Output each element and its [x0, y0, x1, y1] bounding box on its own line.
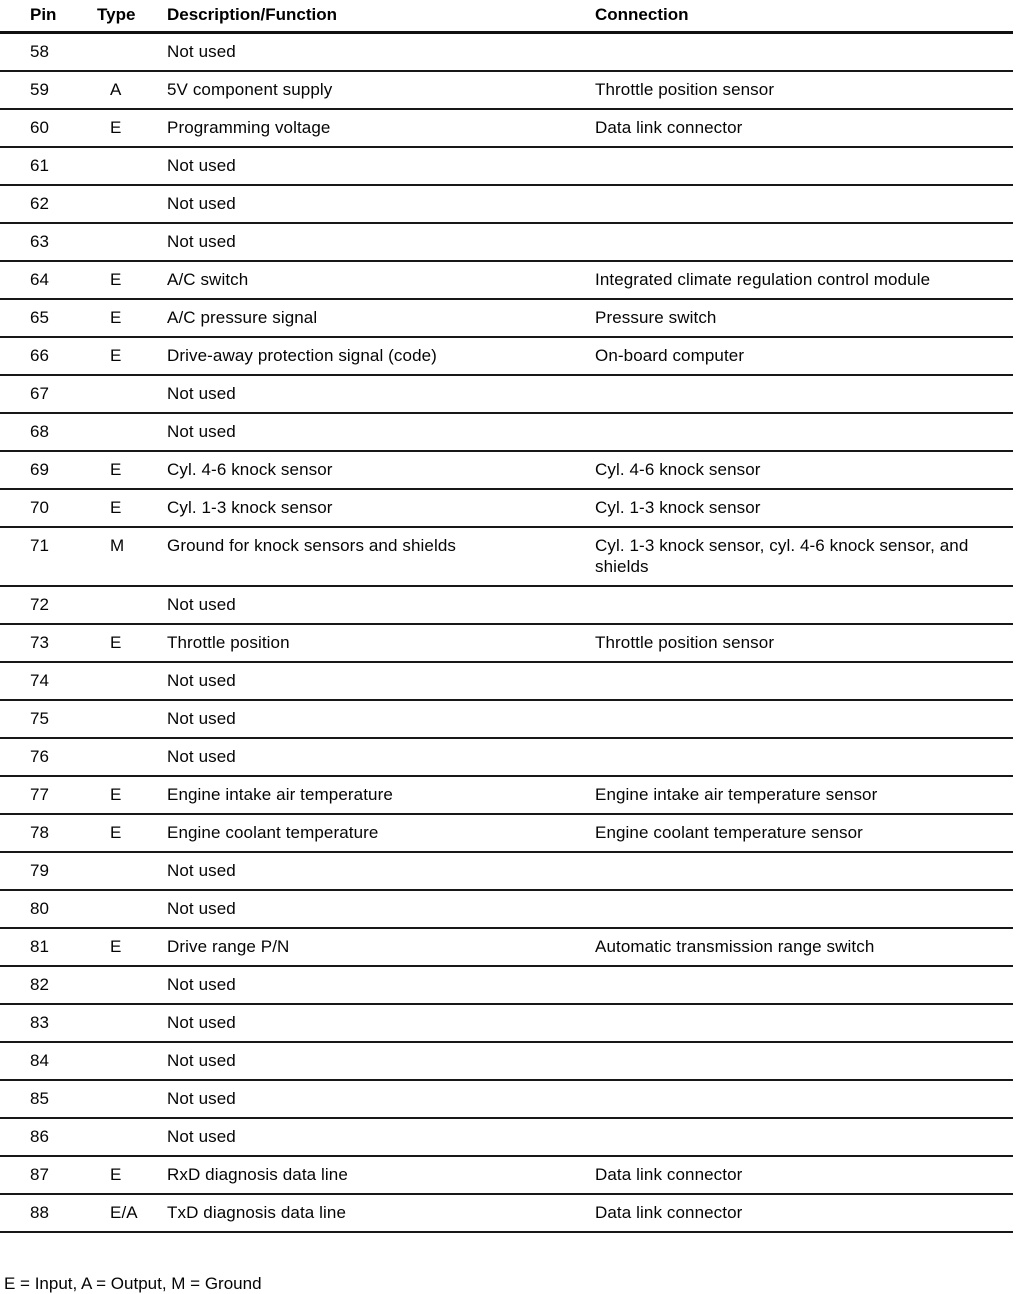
pin-cell: 80 [0, 890, 97, 928]
table-row [0, 109, 1013, 147]
connection-cell [595, 1080, 1013, 1118]
connection-cell: Data link connector [595, 1156, 1013, 1194]
connection-cell: Throttle position sensor [595, 71, 1013, 109]
table-row [0, 624, 1013, 662]
description-cell: Not used [167, 147, 595, 185]
type-cell [97, 1080, 167, 1118]
pin-cell: 88 [0, 1194, 97, 1232]
type-cell [97, 223, 167, 261]
pin-cell: 65 [0, 299, 97, 337]
pin-cell: 82 [0, 966, 97, 1004]
connection-cell [595, 1118, 1013, 1156]
pin-cell: 77 [0, 776, 97, 814]
connection-cell [595, 375, 1013, 413]
connection-cell [595, 890, 1013, 928]
pin-cell: 84 [0, 1042, 97, 1080]
pin-cell: 64 [0, 261, 97, 299]
pin-cell: 61 [0, 147, 97, 185]
table-row [0, 700, 1013, 738]
description-cell: A/C pressure signal [167, 299, 595, 337]
pin-cell: 73 [0, 624, 97, 662]
pin-cell: 66 [0, 337, 97, 375]
pin-cell: 87 [0, 1156, 97, 1194]
type-cell [97, 413, 167, 451]
connection-cell [595, 738, 1013, 776]
table-row [0, 413, 1013, 451]
table-row [0, 1118, 1013, 1156]
table-row [0, 1004, 1013, 1042]
connection-cell: Engine intake air temperature sensor [595, 776, 1013, 814]
pin-cell: 83 [0, 1004, 97, 1042]
pin-cell: 79 [0, 852, 97, 890]
type-cell [97, 966, 167, 1004]
type-cell: E [97, 489, 167, 527]
description-cell: Not used [167, 700, 595, 738]
table-row [0, 776, 1013, 814]
description-cell: Not used [167, 890, 595, 928]
pin-cell: 74 [0, 662, 97, 700]
description-cell: Not used [167, 223, 595, 261]
type-cell: E [97, 814, 167, 852]
type-legend: E = Input, A = Output, M = Ground [4, 1274, 262, 1293]
description-cell: Ground for knock sensors and shields [167, 527, 595, 586]
table-row [0, 33, 1013, 72]
connection-cell: Engine coolant temperature sensor [595, 814, 1013, 852]
description-cell: Not used [167, 375, 595, 413]
pin-cell: 76 [0, 738, 97, 776]
description-cell: Not used [167, 852, 595, 890]
connection-cell [595, 662, 1013, 700]
type-cell [97, 890, 167, 928]
type-cell [97, 147, 167, 185]
description-cell: Not used [167, 185, 595, 223]
description-cell: Cyl. 4-6 knock sensor [167, 451, 595, 489]
pin-cell: 71 [0, 527, 97, 586]
type-cell: E [97, 928, 167, 966]
pin-cell: 67 [0, 375, 97, 413]
connection-cell [595, 700, 1013, 738]
connection-cell: Pressure switch [595, 299, 1013, 337]
connection-cell: Data link connector [595, 109, 1013, 147]
type-cell: E [97, 1156, 167, 1194]
description-cell: Not used [167, 413, 595, 451]
pin-cell: 59 [0, 71, 97, 109]
table-row [0, 928, 1013, 966]
connection-cell [595, 185, 1013, 223]
type-cell [97, 1042, 167, 1080]
type-cell: E [97, 261, 167, 299]
pin-cell: 68 [0, 413, 97, 451]
type-cell [97, 1004, 167, 1042]
pin-cell: 70 [0, 489, 97, 527]
type-cell [97, 33, 167, 72]
description-cell: Not used [167, 662, 595, 700]
type-cell [97, 375, 167, 413]
connection-column-header: Connection [595, 0, 1013, 33]
table-row [0, 147, 1013, 185]
description-cell: Not used [167, 1004, 595, 1042]
table-row [0, 1080, 1013, 1118]
table-row [0, 738, 1013, 776]
table-row [0, 527, 1013, 586]
pin-cell: 63 [0, 223, 97, 261]
type-cell [97, 700, 167, 738]
pin-cell: 86 [0, 1118, 97, 1156]
type-cell: M [97, 527, 167, 586]
description-cell: Not used [167, 1118, 595, 1156]
table-row [0, 489, 1013, 527]
pin-cell: 72 [0, 586, 97, 624]
table-row [0, 299, 1013, 337]
connection-cell: Cyl. 1-3 knock sensor, cyl. 4-6 knock sensor, and shields [595, 527, 1013, 586]
connection-cell: Automatic transmission range switch [595, 928, 1013, 966]
type-cell [97, 185, 167, 223]
connection-cell [595, 966, 1013, 1004]
table-row [0, 261, 1013, 299]
table-row [0, 223, 1013, 261]
description-cell: Programming voltage [167, 109, 595, 147]
description-cell: Not used [167, 1042, 595, 1080]
table-row [0, 375, 1013, 413]
pin-cell: 85 [0, 1080, 97, 1118]
connection-cell [595, 1004, 1013, 1042]
type-cell [97, 738, 167, 776]
pin-cell: 69 [0, 451, 97, 489]
table-row [0, 586, 1013, 624]
connection-cell [595, 223, 1013, 261]
header-row [0, 0, 1013, 33]
table-header [0, 0, 1013, 33]
description-cell: Engine intake air temperature [167, 776, 595, 814]
type-cell: A [97, 71, 167, 109]
description-cell: Drive-away protection signal (code) [167, 337, 595, 375]
connection-cell: On-board computer [595, 337, 1013, 375]
table-row [0, 1156, 1013, 1194]
table-row [0, 814, 1013, 852]
description-cell: Not used [167, 1080, 595, 1118]
table-row [0, 185, 1013, 223]
type-cell: E [97, 624, 167, 662]
description-cell: A/C switch [167, 261, 595, 299]
type-cell [97, 1118, 167, 1156]
type-cell: E [97, 109, 167, 147]
table-row [0, 1194, 1013, 1232]
table-row [0, 1042, 1013, 1080]
type-cell: E [97, 451, 167, 489]
connection-cell: Cyl. 4-6 knock sensor [595, 451, 1013, 489]
description-cell: Not used [167, 966, 595, 1004]
table-row [0, 966, 1013, 1004]
pin-table-body [0, 33, 1013, 1233]
description-column-header: Description/Function [167, 0, 595, 33]
connection-cell [595, 1042, 1013, 1080]
description-cell: TxD diagnosis data line [167, 1194, 595, 1232]
description-cell: Engine coolant temperature [167, 814, 595, 852]
connection-cell [595, 586, 1013, 624]
type-cell [97, 662, 167, 700]
connection-cell [595, 413, 1013, 451]
description-cell: Drive range P/N [167, 928, 595, 966]
type-cell: E [97, 337, 167, 375]
connection-cell: Data link connector [595, 1194, 1013, 1232]
table-row [0, 662, 1013, 700]
pin-column-header: Pin [0, 0, 97, 33]
type-cell: E/A [97, 1194, 167, 1232]
pin-cell: 60 [0, 109, 97, 147]
type-cell: E [97, 299, 167, 337]
type-cell [97, 852, 167, 890]
table-row [0, 451, 1013, 489]
pin-cell: 78 [0, 814, 97, 852]
connection-cell: Cyl. 1-3 knock sensor [595, 489, 1013, 527]
description-cell: Throttle position [167, 624, 595, 662]
description-cell: RxD diagnosis data line [167, 1156, 595, 1194]
pin-cell: 81 [0, 928, 97, 966]
description-cell: Cyl. 1-3 knock sensor [167, 489, 595, 527]
description-cell: Not used [167, 586, 595, 624]
description-cell: Not used [167, 738, 595, 776]
connection-cell: Integrated climate regulation control module [595, 261, 1013, 299]
connection-cell [595, 147, 1013, 185]
description-cell: Not used [167, 33, 595, 72]
pin-cell: 75 [0, 700, 97, 738]
type-cell: E [97, 776, 167, 814]
pin-cell: 62 [0, 185, 97, 223]
pin-cell: 58 [0, 33, 97, 72]
type-cell [97, 586, 167, 624]
description-cell: 5V component supply [167, 71, 595, 109]
table-row [0, 71, 1013, 109]
connection-cell [595, 852, 1013, 890]
table-row [0, 890, 1013, 928]
type-column-header: Type [97, 0, 167, 33]
table-row [0, 337, 1013, 375]
connection-cell: Throttle position sensor [595, 624, 1013, 662]
connection-cell [595, 33, 1013, 72]
table-row [0, 852, 1013, 890]
